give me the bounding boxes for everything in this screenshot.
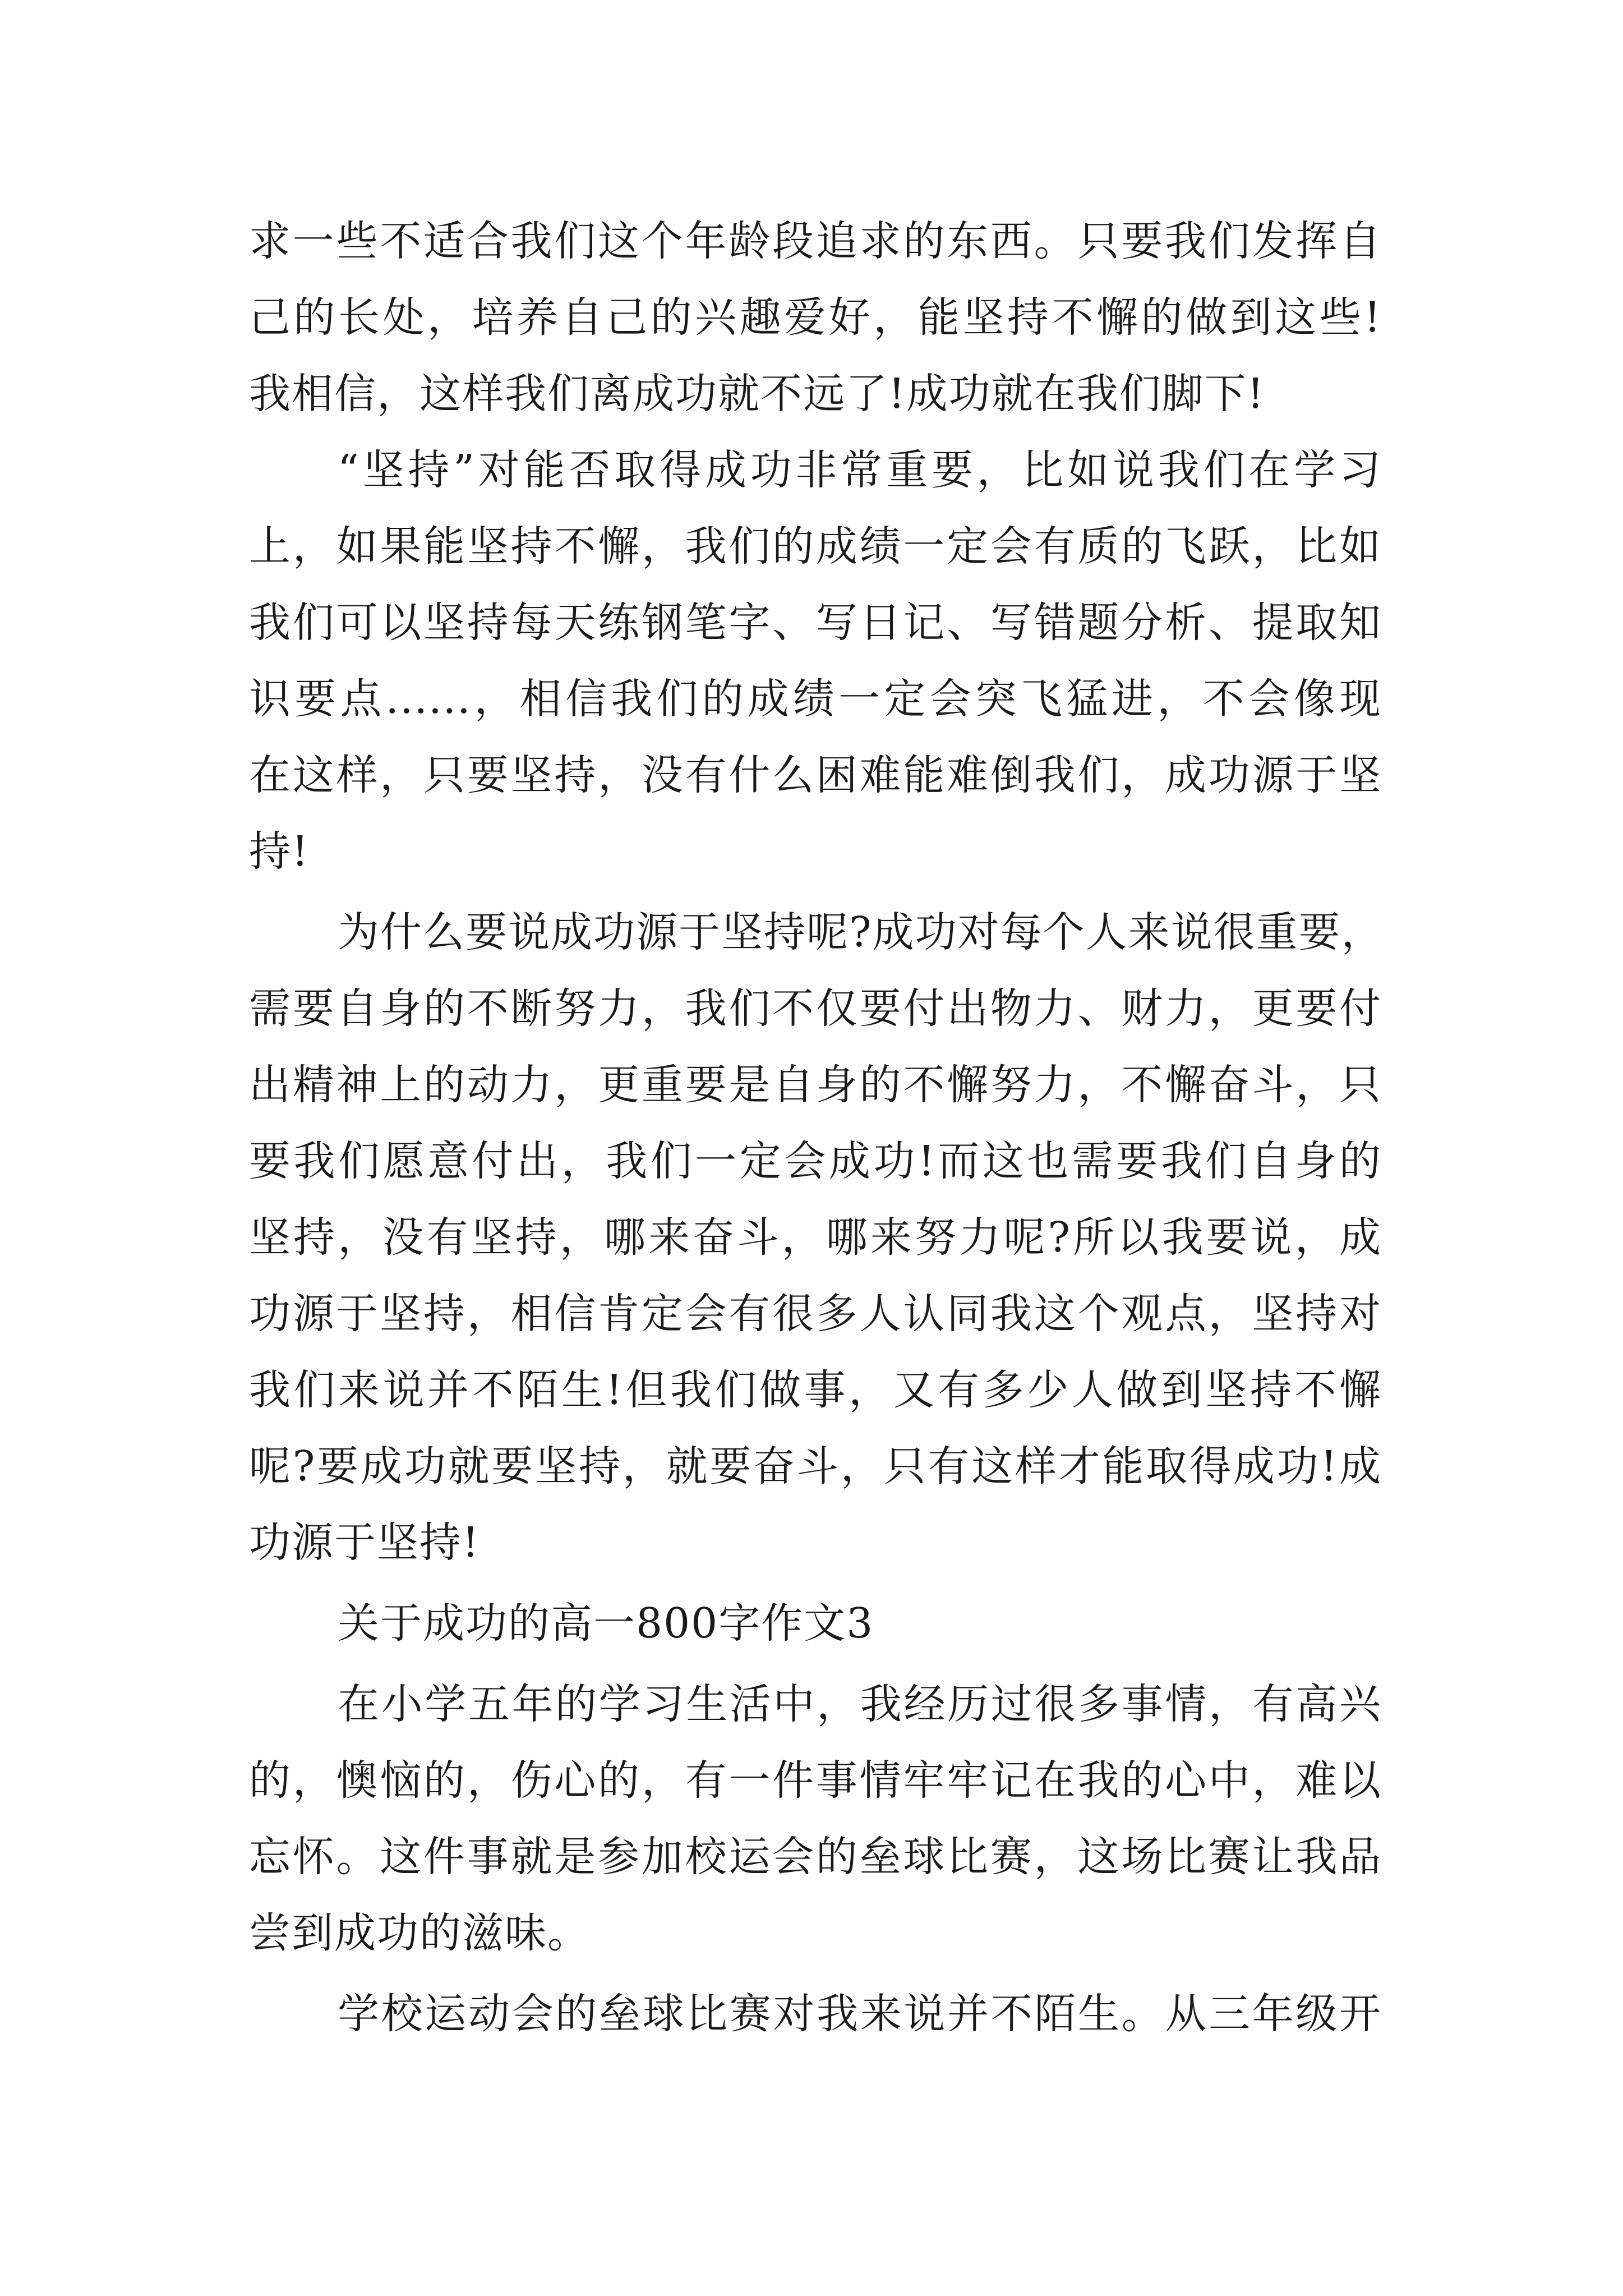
text-line: 在这样，只要坚持，没有什么困难能难倒我们，成功源于坚 [249,751,1382,799]
text-line: 己的长处，培养自己的兴趣爱好，能坚持不懈的做到这些! [249,293,1382,342]
text-line: 我相信，这样我们离成功就不远了!成功就在我们脚下! [249,370,1265,418]
paragraph-first-line: “坚持”对能否取得成功非常重要，比如说我们在学习 [338,446,1382,494]
text-line: 求一些不适合我们这个年龄段追求的东西。只要我们发挥自 [249,217,1382,265]
paragraph-first-line: 为什么要说成功源于坚持呢?成功对每个人来说很重要， [338,908,1384,956]
text-line: 尝到成功的滋味。 [249,1909,590,1957]
text-line: 坚持，没有坚持，哪来奋斗，哪来努力呢?所以我要说，成 [249,1213,1382,1262]
text-line: 功源于坚持! [249,1519,480,1567]
text-line: 出精神上的动力，更重要是自身的不懈努力，不懈奋斗，只 [249,1061,1382,1109]
text-line: 呢?要成功就要坚持，就要奋斗，只有这样才能取得成功!成 [249,1442,1382,1490]
paragraph-first-line: 学校运动会的垒球比赛对我来说并不陌生。从三年级开 [338,1990,1382,2038]
text-line: 我们可以坚持每天练钢笔字、写日记、写错题分析、提取知 [249,599,1382,647]
section-heading: 关于成功的高一800字作文3 [338,1599,874,1648]
paragraph-first-line: 在小学五年的学习生活中，我经历过很多事情，有高兴 [338,1680,1382,1728]
text-line: 功源于坚持，相信肯定会有很多人认同我这个观点，坚持对 [249,1290,1382,1338]
text-line: 我们来说并不陌生!但我们做事，又有多少人做到坚持不懈 [249,1366,1382,1414]
text-line: 上，如果能坚持不懈，我们的成绩一定会有质的飞跃，比如 [249,522,1382,570]
text-line: 忘怀。这件事就是参加校运会的垒球比赛，这场比赛让我品 [249,1833,1382,1881]
text-line: 持! [249,827,310,876]
text-line: 识要点......，相信我们的成绩一定会突飞猛进，不会像现 [249,675,1382,723]
text-line: 需要自身的不断努力，我们不仅要付出物力、财力，更要付 [249,984,1382,1033]
text-line: 要我们愿意付出，我们一定会成功!而这也需要我们自身的 [249,1137,1382,1185]
text-line: 的，懊恼的，伤心的，有一件事情牢牢记在我的心中，难以 [249,1756,1382,1805]
